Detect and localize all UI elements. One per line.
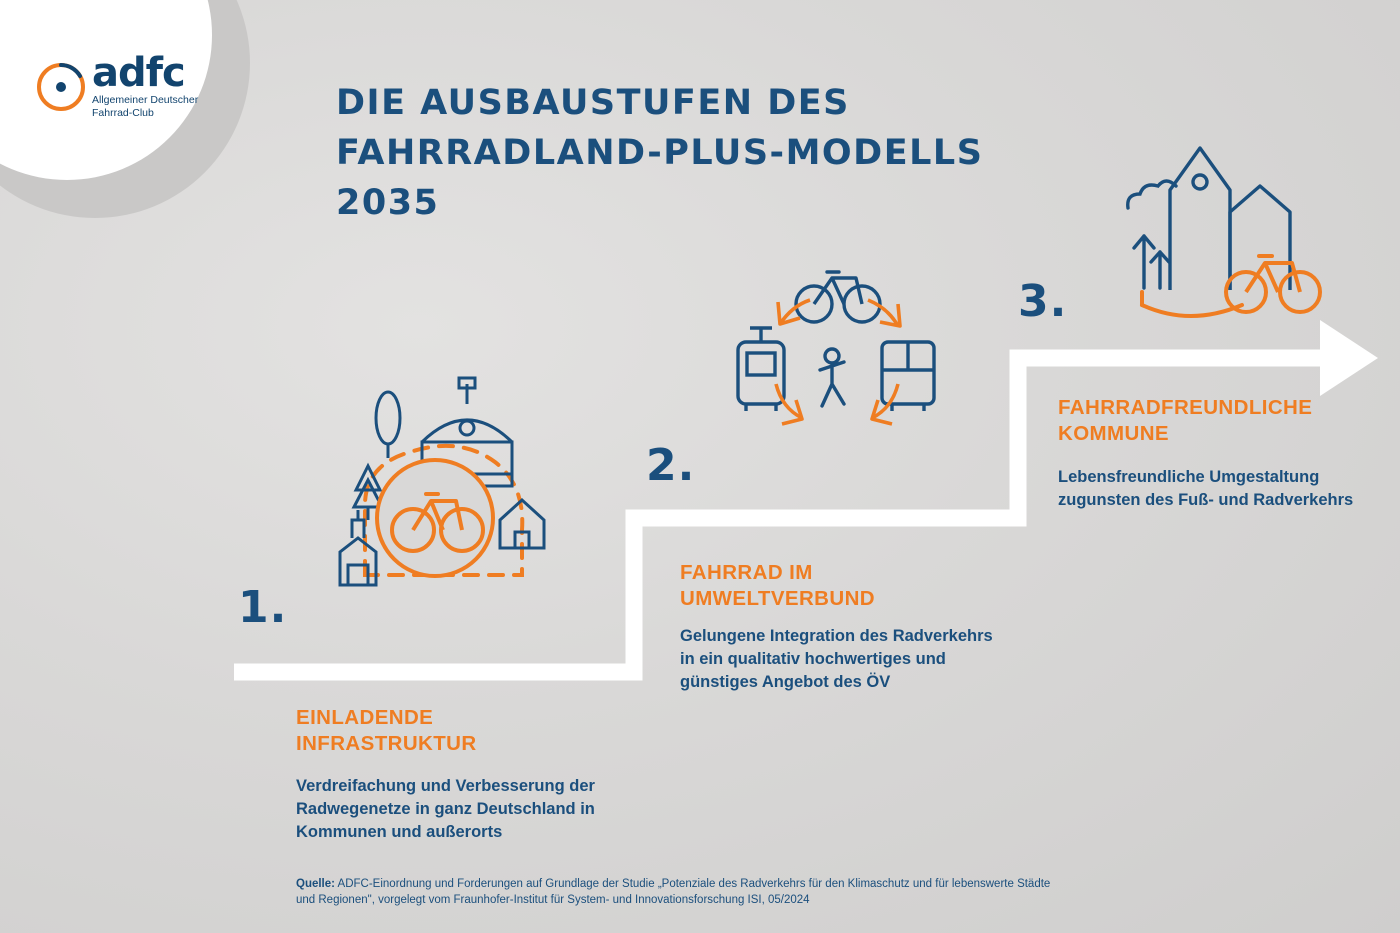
step-3-heading-line2: KOMMUNE — [1058, 422, 1169, 445]
step-3-number: 3. — [1018, 276, 1068, 327]
step-3-heading-line1: FAHRRADFREUNDLICHE — [1058, 396, 1313, 419]
source-text: ADFC-Einordnung und Forderungen auf Grundlage der Studie „Potenziale des Radverkehrs für den Klimaschutz und für lebenswerte Städte und Regionen", vorgelegt vom Fraunhofer-Institut für System- und Innovationsforschung ISI, 05/2024 — [296, 878, 1051, 906]
page-title — [336, 78, 1096, 228]
logo-subtitle-line2: Fahrrad-Club — [92, 106, 154, 119]
step-1-heading — [296, 705, 616, 757]
page-title-line1: DIE AUSBAUSTUFEN DES — [336, 83, 850, 123]
mobility-cycle-tram-bus-pedestrian-icon — [722, 258, 952, 458]
adfc-circle-logo-icon — [34, 60, 88, 114]
infrastructure-bicycle-city-icon — [310, 370, 560, 630]
step-2-number: 2. — [646, 440, 696, 491]
bicycle-friendly-town-icon — [1118, 130, 1338, 330]
logo-subtitle-line1: Allgemeiner Deutscher — [92, 94, 199, 106]
adfc-logo — [34, 50, 234, 136]
step-3-heading — [1058, 395, 1378, 447]
step-2-heading-line2: UMWELTVERBUND — [680, 587, 875, 610]
source-label: Quelle: — [296, 878, 335, 890]
step-1-body: Verdreifachung und Verbesserung der Radwegenetze in ganz Deutschland in Kommunen und außerorts — [296, 777, 595, 841]
step-2-body: Gelungene Integration des Radverkehrs in ein qualitativ hochwertiges und günstiges Angebot des ÖV — [680, 627, 993, 691]
step-1-heading-line1: EINLADENDE — [296, 706, 434, 729]
step-3-body: Lebensfreundliche Umgestaltung zugunsten des Fuß- und Radverkehrs — [1058, 468, 1354, 509]
step-2-heading — [680, 560, 1010, 612]
step-1-number: 1. — [238, 582, 288, 633]
step-1-heading-line2: INFRASTRUKTUR — [296, 732, 477, 755]
step-2-heading-line1: FAHRRAD IM — [680, 561, 813, 584]
logo-wordmark: adfc — [92, 50, 185, 96]
page-title-line2: FAHRRADLAND-PLUS-MODELLS 2035 — [336, 133, 984, 223]
source-note — [296, 876, 1056, 908]
